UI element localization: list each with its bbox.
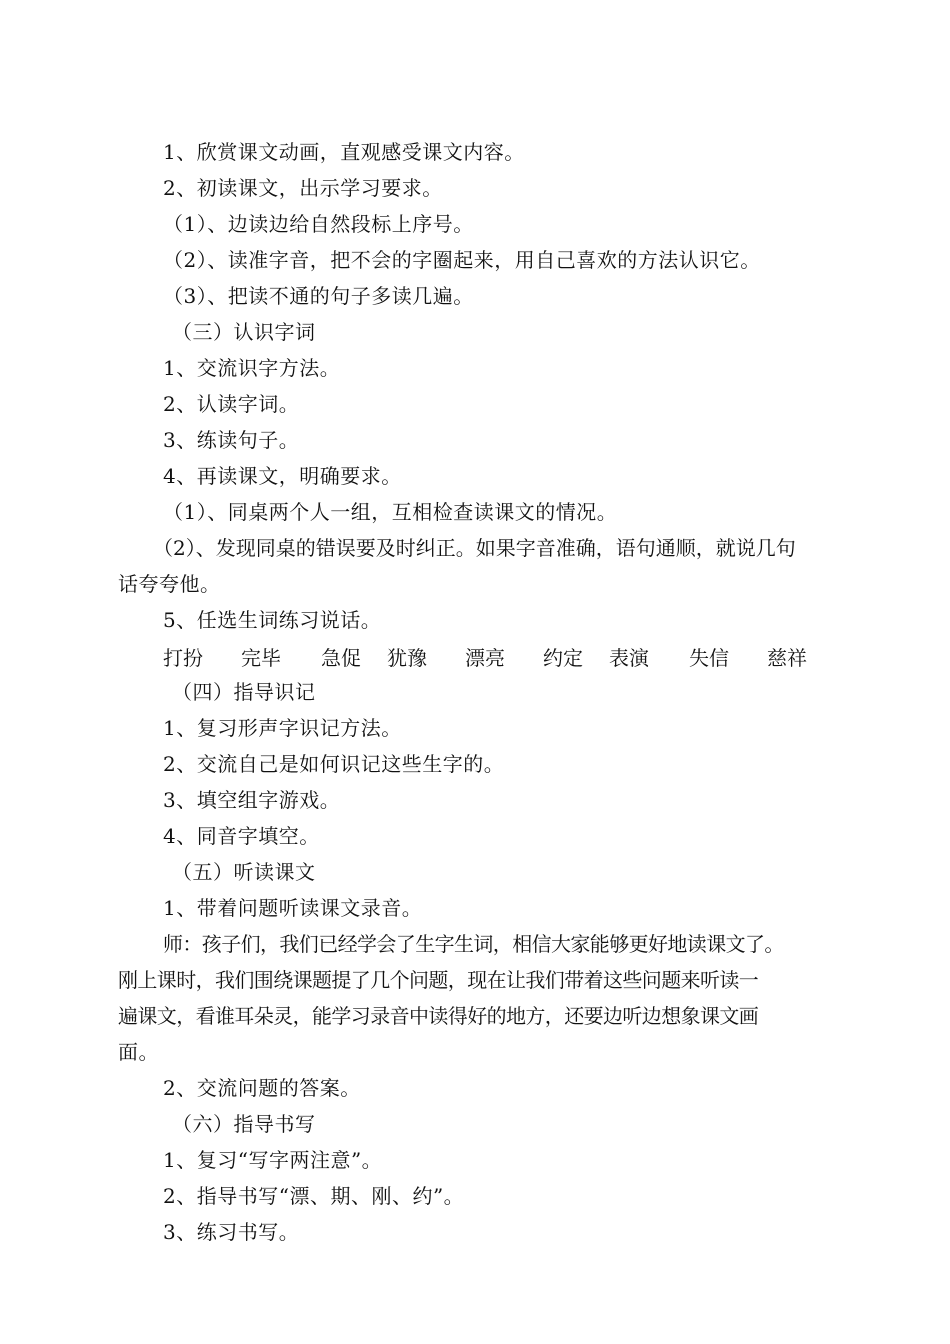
section-heading: （四）指导识记 [172, 680, 316, 704]
text-line: 4、再读课文，明确要求。 [163, 464, 402, 488]
text-line: 3、练习书写。 [163, 1220, 300, 1244]
vocabulary-word: 打扮 [163, 646, 203, 670]
text-line: 1、欣赏课文动画，直观感受课文内容。 [163, 140, 525, 164]
section-heading: （五）听读课文 [172, 860, 316, 884]
text-line: 2、交流自己是如何识记这些生字的。 [163, 752, 505, 776]
vocabulary-word: 漂亮 [465, 646, 505, 670]
text-line: 面。 [118, 1040, 159, 1064]
text-line: 遍课文，看谁耳朵灵，能学习录音中读得好的地方，还要边听边想象课文画 [118, 1004, 759, 1028]
vocabulary-word: 表演 [609, 646, 649, 670]
text-line: 3、填空组字游戏。 [163, 788, 341, 812]
text-line: （3）、把读不通的句子多读几遍。 [163, 284, 474, 308]
text-line: 4、同音字填空。 [163, 824, 320, 848]
text-line: 1、交流识字方法。 [163, 356, 341, 380]
vocabulary-word: 急促 [321, 646, 361, 670]
text-line: （2）、发现同桌的错误要及时纠正。如果字音准确，语句通顺，就说几句 [153, 536, 796, 560]
text-line: 2、指导书写“漂、期、刚、约”。 [163, 1184, 465, 1208]
text-line: （1）、同桌两个人一组，互相检查读课文的情况。 [163, 500, 618, 524]
text-line: 2、初读课文，出示学习要求。 [163, 176, 443, 200]
vocabulary-word: 慈祥 [767, 646, 807, 670]
section-heading: （六）指导书写 [172, 1112, 316, 1136]
text-line: （1）、边读边给自然段标上序号。 [163, 212, 474, 236]
text-line: 1、复习“写字两注意”。 [163, 1148, 383, 1172]
section-heading: （三）认识字词 [172, 320, 316, 344]
text-line: 5、任选生词练习说话。 [163, 608, 382, 632]
text-line: 2、交流问题的答案。 [163, 1076, 361, 1100]
text-line: 1、带着问题听读课文录音。 [163, 896, 423, 920]
text-line: （2）、读准字音，把不会的字圈起来，用自己喜欢的方法认识它。 [163, 248, 761, 272]
text-line: 师：孩子们，我们已经学会了生字生词，相信大家能够更好地读课文了。 [163, 932, 784, 956]
vocabulary-word: 失信 [689, 646, 729, 670]
vocabulary-word: 犹豫 [387, 646, 427, 670]
text-line: 3、练读句子。 [163, 428, 300, 452]
vocabulary-word: 完毕 [241, 646, 281, 670]
text-line: 1、复习形声字识记方法。 [163, 716, 402, 740]
vocabulary-word: 约定 [543, 646, 583, 670]
text-line: 刚上课时，我们围绕课题提了几个问题，现在让我们带着这些问题来听读一 [118, 968, 759, 992]
text-line: 2、认读字词。 [163, 392, 300, 416]
text-line: 话夸夸他。 [118, 572, 221, 596]
